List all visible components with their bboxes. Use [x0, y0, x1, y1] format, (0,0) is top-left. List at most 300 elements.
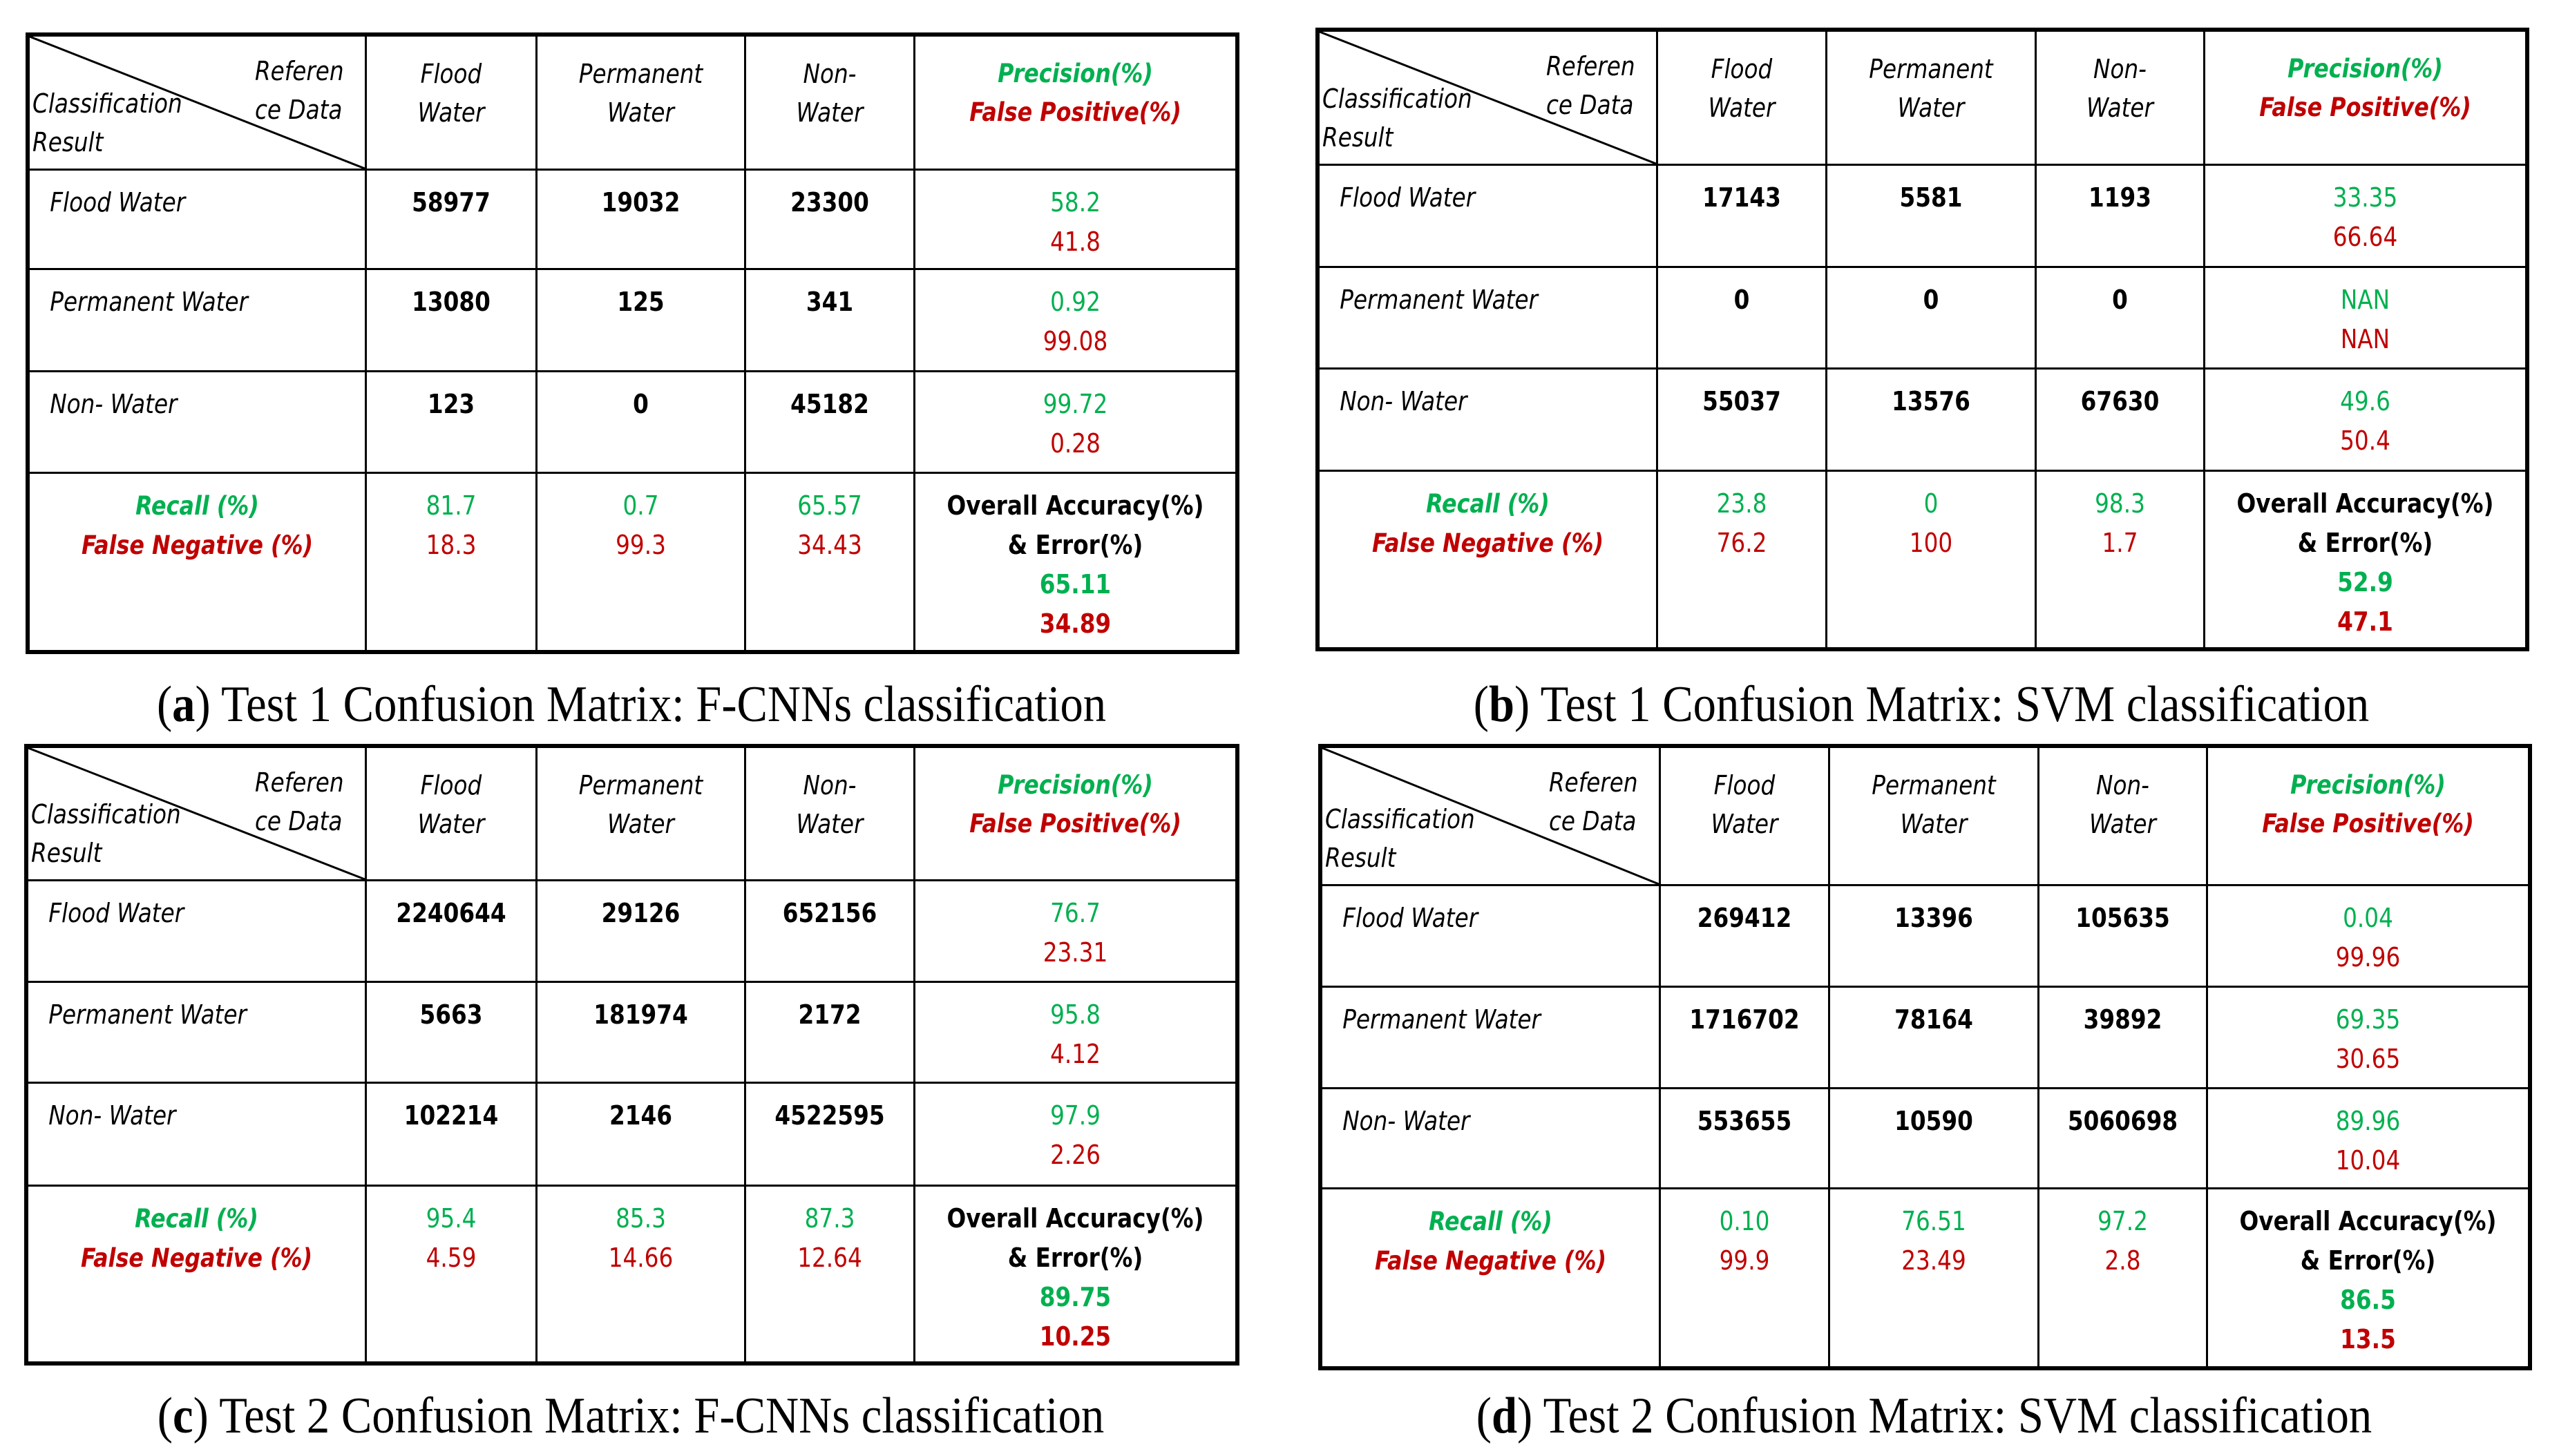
col-header-non-water-text	[758, 37, 902, 132]
false-negative-label: False Negative (%)	[1371, 528, 1604, 558]
count-value: 2146	[609, 1100, 672, 1131]
corner-header-cell	[29, 36, 366, 170]
panel-caption: (d) Test 2 Confusion Matrix: SVM classification	[1476, 1388, 2372, 1444]
table-row	[28, 881, 1237, 982]
caption-letter: d	[1491, 1388, 1518, 1444]
recall-cell	[1829, 1189, 2039, 1368]
precision-cell	[2207, 885, 2529, 987]
false-positive-label: False Positive(%)	[969, 97, 1181, 127]
overall-accuracy-text	[938, 474, 1212, 644]
classification-label-line1: Classification	[32, 88, 182, 119]
table-row	[1322, 885, 2529, 987]
count-cell	[745, 269, 915, 372]
recall-values	[552, 474, 730, 565]
col-header-precision	[2207, 747, 2529, 885]
false-positive-value: 2.26	[1050, 1140, 1101, 1170]
row-flood-water-header	[29, 170, 366, 269]
col-header-permanent-water	[1829, 747, 2039, 885]
caption-letter: b	[1488, 676, 1515, 733]
false-positive-label: False Positive(%)	[2259, 93, 2471, 122]
col-header-permanent-water-line2: Water	[1897, 93, 1965, 123]
panel-caption: (c) Test 2 Confusion Matrix: F-CNNs classification	[157, 1388, 1105, 1444]
reference-label-line2: ce Data	[1549, 806, 1637, 836]
count-cell	[1657, 267, 1827, 369]
count-value: 5663	[419, 999, 483, 1030]
count-cell	[2039, 885, 2207, 987]
precision-value: 0.92	[1050, 287, 1101, 317]
col-header-flood-water-text	[1673, 748, 1816, 843]
overall-accuracy-value: 89.75	[1039, 1282, 1112, 1312]
precision-cell	[915, 269, 1237, 372]
count-value: 0	[2112, 285, 2128, 315]
overall-accuracy-value: 65.11	[1039, 569, 1112, 600]
row-label: Flood Water	[50, 187, 186, 218]
count-value: 5581	[1899, 182, 1963, 213]
count-value: 23300	[790, 187, 869, 218]
confusion-matrix-table	[1320, 746, 2530, 1368]
row-non-water-header	[1319, 369, 1657, 471]
count-cell	[745, 982, 915, 1083]
recall-label: Recall (%)	[135, 491, 259, 521]
overall-accuracy-label: Overall Accuracy(%)	[2239, 1206, 2497, 1236]
count-value: 17143	[1702, 182, 1781, 213]
recall-value: 23.8	[1716, 488, 1767, 519]
col-header-flood-water-line2: Water	[1708, 93, 1776, 123]
row-flood-water-header	[28, 881, 366, 982]
count-value: 67630	[2080, 386, 2160, 416]
precision-header-text	[938, 37, 1212, 132]
precision-header-text	[2227, 32, 2502, 127]
count-value: 13080	[412, 287, 491, 317]
count-cell	[1660, 885, 1829, 987]
count-value: 5060698	[2067, 1106, 2178, 1136]
overall-accuracy-value: 86.5	[2340, 1285, 2396, 1315]
recall-value: 97.2	[2097, 1206, 2148, 1236]
col-header-flood-water-line1: Flood	[1713, 770, 1776, 801]
overall-accuracy-cell	[915, 473, 1237, 651]
recall-header-text	[1343, 472, 1633, 563]
precision-value: 97.9	[1050, 1100, 1101, 1131]
count-cell	[537, 881, 745, 982]
caption-text: Test 1 Confusion Matrix: F-CNNs classification	[221, 676, 1107, 733]
false-positive-value: 30.65	[2335, 1044, 2401, 1074]
error-label: & Error(%)	[1007, 530, 1143, 560]
caption-letter: c	[172, 1388, 193, 1444]
false-negative-value: 14.66	[608, 1243, 674, 1273]
row-permanent-water-header	[1319, 267, 1657, 369]
recall-label: Recall (%)	[1429, 1207, 1552, 1236]
count-value: 652156	[782, 898, 877, 928]
false-positive-value: 10.04	[2335, 1145, 2401, 1176]
false-negative-value: 100	[1909, 528, 1953, 558]
col-header-flood-water-text	[1670, 32, 1814, 127]
classification-label-line2: Result	[1325, 843, 1396, 873]
col-header-flood-water-line2: Water	[417, 97, 485, 128]
false-positive-label: False Positive(%)	[2262, 809, 2474, 839]
precision-value: 33.35	[2332, 182, 2398, 213]
table-row	[29, 170, 1237, 269]
recall-values	[758, 1187, 902, 1278]
overall-accuracy-label: Overall Accuracy(%)	[946, 490, 1204, 521]
count-cell	[745, 170, 915, 269]
table-row	[29, 372, 1237, 473]
overall-accuracy-cell	[2205, 471, 2527, 649]
recall-value: 65.57	[797, 490, 862, 521]
false-positive-value: 4.12	[1050, 1039, 1101, 1069]
recall-cell	[745, 473, 915, 651]
caption-text: Test 1 Confusion Matrix: SVM classification	[1540, 676, 2370, 733]
false-negative-value: 34.43	[797, 530, 862, 560]
col-header-non-water	[745, 747, 915, 881]
table-row	[1322, 1089, 2529, 1189]
row-label: Permanent Water	[50, 287, 248, 317]
count-value: 553655	[1697, 1106, 1792, 1136]
col-header-permanent-water	[537, 36, 745, 170]
col-header-permanent-water	[537, 747, 745, 881]
row-label: Flood Water	[48, 898, 184, 928]
recall-value: 98.3	[2095, 488, 2145, 519]
panel-caption: (b) Test 1 Confusion Matrix: SVM classification	[1473, 676, 2370, 733]
recall-value: 0.7	[622, 490, 659, 521]
precision-values	[2230, 886, 2505, 977]
overall-accuracy-text	[2227, 472, 2502, 642]
recall-cell	[1660, 1189, 1829, 1368]
recall-cell	[366, 473, 537, 651]
header-row	[29, 36, 1237, 170]
count-cell	[1829, 987, 2039, 1089]
row-label: Non- Water	[1340, 386, 1467, 416]
precision-value: 49.6	[2340, 386, 2390, 416]
reference-label-line1: Referen	[255, 56, 344, 86]
recall-values	[1842, 472, 2020, 563]
precision-values	[2230, 988, 2505, 1079]
recall-cell	[745, 1186, 915, 1363]
precision-values	[938, 1084, 1212, 1175]
col-header-non-water	[2036, 31, 2205, 165]
overall-accuracy-cell	[915, 1186, 1237, 1363]
false-positive-value: 66.64	[2332, 222, 2398, 252]
recall-row	[1322, 1189, 2529, 1368]
count-cell	[366, 1083, 537, 1186]
count-cell	[537, 372, 745, 473]
precision-cell	[915, 1083, 1237, 1186]
col-header-flood-water-line2: Water	[417, 809, 485, 839]
precision-values	[2227, 166, 2502, 257]
count-value: 10590	[1894, 1106, 1973, 1136]
recall-cell	[1657, 471, 1827, 649]
overall-accuracy-label: Overall Accuracy(%)	[946, 1203, 1204, 1234]
col-header-flood-water	[366, 36, 537, 170]
reference-data-label	[1546, 47, 1635, 124]
col-header-non-water-line1: Non-	[2096, 770, 2149, 801]
col-header-permanent-water-text	[552, 37, 730, 132]
precision-value: 95.8	[1050, 999, 1101, 1030]
false-positive-label: False Positive(%)	[969, 809, 1181, 839]
count-value: 39892	[2083, 1004, 2162, 1035]
col-header-flood-water-text	[379, 748, 524, 843]
recall-cell	[2039, 1189, 2207, 1368]
count-cell	[1829, 885, 2039, 987]
count-cell	[2039, 987, 2207, 1089]
precision-header-text	[2230, 748, 2505, 843]
precision-values	[2227, 268, 2502, 359]
count-value: 29126	[601, 898, 681, 928]
count-value: 58977	[412, 187, 491, 218]
col-header-non-water-text	[2051, 748, 2194, 843]
count-cell	[537, 170, 745, 269]
false-negative-label: False Negative (%)	[1374, 1246, 1607, 1276]
count-value: 78164	[1894, 1004, 1973, 1035]
error-label: & Error(%)	[2297, 528, 2433, 558]
count-cell	[1827, 165, 2036, 267]
classification-label-line1: Classification	[1322, 84, 1472, 114]
count-cell	[1660, 1089, 1829, 1189]
precision-cell	[915, 170, 1237, 269]
caption-text: Test 2 Confusion Matrix: F-CNNs classification	[219, 1388, 1105, 1444]
error-label: & Error(%)	[1007, 1243, 1143, 1273]
false-negative-value: 99.9	[1719, 1245, 1770, 1276]
row-non-water-header	[1322, 1089, 1660, 1189]
col-header-permanent-water-line1: Permanent	[1872, 770, 1996, 801]
count-cell	[1827, 369, 2036, 471]
overall-accuracy-text	[2230, 1189, 2505, 1359]
count-cell	[2039, 1089, 2207, 1189]
row-label: Permanent Water	[1340, 285, 1538, 315]
count-value: 45182	[790, 389, 869, 419]
col-header-non-water-text	[2048, 32, 2191, 127]
table-row	[28, 1083, 1237, 1186]
row-non-water-header	[28, 1083, 366, 1186]
precision-cell	[2207, 1089, 2529, 1189]
recall-header-text	[53, 474, 341, 565]
precision-cell	[2205, 165, 2527, 267]
col-header-non-water-line2: Water	[2086, 93, 2153, 123]
precision-value: NAN	[2340, 285, 2390, 315]
col-header-precision	[915, 36, 1237, 170]
col-header-permanent-water-text	[552, 748, 730, 843]
false-positive-value: 99.96	[2335, 942, 2401, 973]
row-permanent-water-header	[1322, 987, 1660, 1089]
precision-label: Precision(%)	[2290, 770, 2446, 800]
recall-cell	[537, 473, 745, 651]
overall-error-value: 10.25	[1039, 1321, 1112, 1352]
precision-cell	[915, 372, 1237, 473]
col-header-flood-water-line1: Flood	[1711, 54, 1773, 84]
count-cell	[537, 269, 745, 372]
col-header-non-water-text	[758, 748, 902, 843]
recall-cell	[366, 1186, 537, 1363]
overall-error-value: 47.1	[2337, 606, 2393, 637]
col-header-flood-water-text	[379, 37, 524, 132]
count-cell	[537, 1083, 745, 1186]
precision-label: Precision(%)	[2287, 54, 2443, 84]
corner-header-cell	[1319, 31, 1657, 165]
col-header-permanent-water-line2: Water	[607, 809, 674, 839]
recall-cell	[1827, 471, 2036, 649]
precision-values	[938, 171, 1212, 262]
false-negative-label: False Negative (%)	[81, 530, 314, 560]
col-header-precision	[2205, 31, 2527, 165]
table-row	[1319, 267, 2527, 369]
false-positive-value: 23.31	[1043, 937, 1108, 968]
count-cell	[366, 372, 537, 473]
col-header-non-water-line2: Water	[2089, 809, 2156, 839]
count-cell	[1657, 369, 1827, 471]
header-row	[1319, 31, 2527, 165]
false-negative-value: 76.2	[1716, 528, 1767, 558]
precision-value: 99.72	[1043, 389, 1108, 419]
overall-accuracy-value: 52.9	[2337, 567, 2393, 597]
count-value: 269412	[1697, 903, 1792, 933]
overall-accuracy-text	[938, 1187, 1212, 1357]
recall-values	[379, 1187, 524, 1278]
row-label: Flood Water	[1340, 182, 1476, 213]
count-value: 341	[806, 287, 854, 317]
count-cell	[1660, 987, 1829, 1089]
row-permanent-water-header	[28, 982, 366, 1083]
count-cell	[366, 982, 537, 1083]
recall-value: 85.3	[616, 1203, 666, 1234]
precision-values	[2227, 370, 2502, 461]
header-row	[1322, 747, 2529, 885]
classification-label-line1: Classification	[1325, 804, 1475, 834]
precision-value: 0.04	[2343, 903, 2393, 933]
count-cell	[2036, 369, 2205, 471]
reference-label-line1: Referen	[1549, 767, 1638, 798]
precision-label: Precision(%)	[998, 770, 1153, 800]
recall-cell	[537, 1186, 745, 1363]
count-cell	[745, 1083, 915, 1186]
table-row	[29, 269, 1237, 372]
recall-label: Recall (%)	[1426, 489, 1550, 519]
error-label: & Error(%)	[2300, 1245, 2436, 1276]
precision-cell	[915, 881, 1237, 982]
recall-value: 87.3	[804, 1203, 855, 1234]
row-flood-water-header	[1319, 165, 1657, 267]
false-negative-value: 1.7	[2102, 528, 2138, 558]
count-value: 0	[633, 389, 649, 419]
recall-value: 81.7	[426, 490, 477, 521]
col-header-permanent-water-text	[1845, 748, 2023, 843]
col-header-permanent-water-line1: Permanent	[578, 59, 703, 89]
precision-values	[938, 372, 1212, 463]
table-row	[1322, 987, 2529, 1089]
col-header-non-water-line2: Water	[796, 97, 864, 128]
precision-value: 69.35	[2335, 1004, 2401, 1035]
col-header-flood-water-line1: Flood	[420, 59, 482, 89]
precision-value: 76.7	[1050, 898, 1101, 928]
header-row	[28, 747, 1237, 881]
confusion-matrix-table	[1317, 30, 2527, 649]
false-positive-value: 50.4	[2340, 425, 2390, 456]
caption-text: Test 2 Confusion Matrix: SVM classification	[1543, 1388, 2372, 1444]
recall-value: 95.4	[426, 1203, 477, 1234]
col-header-non-water-line1: Non-	[803, 59, 857, 89]
precision-values	[938, 270, 1212, 361]
precision-values	[938, 881, 1212, 973]
recall-values	[758, 474, 902, 565]
recall-row	[29, 473, 1237, 651]
col-header-flood-water	[366, 747, 537, 881]
false-negative-label: False Negative (%)	[80, 1243, 313, 1273]
col-header-permanent-water-line1: Permanent	[1869, 54, 1993, 84]
recall-header-text	[52, 1187, 341, 1278]
row-flood-water-header	[1322, 885, 1660, 987]
classification-label-line2: Result	[31, 838, 102, 868]
count-value: 2172	[798, 999, 862, 1030]
recall-value: 0.10	[1719, 1206, 1770, 1236]
count-cell	[745, 372, 915, 473]
count-value: 13576	[1892, 386, 1970, 416]
count-cell	[1657, 165, 1827, 267]
recall-header	[29, 473, 366, 651]
precision-cell	[915, 982, 1237, 1083]
count-value: 4522595	[774, 1100, 885, 1131]
row-label: Permanent Water	[1342, 1004, 1541, 1035]
col-header-permanent-water-line2: Water	[607, 97, 674, 128]
count-value: 123	[427, 389, 475, 419]
row-label: Non- Water	[1342, 1106, 1470, 1136]
precision-header-text	[938, 748, 1212, 843]
col-header-non-water-line1: Non-	[2093, 54, 2147, 84]
reference-label-line1: Referen	[1546, 51, 1635, 82]
count-cell	[366, 170, 537, 269]
recall-values	[379, 474, 524, 565]
false-negative-value: 18.3	[426, 530, 477, 560]
count-value: 102214	[403, 1100, 499, 1131]
recall-row	[1319, 471, 2527, 649]
overall-accuracy-label: Overall Accuracy(%)	[2236, 488, 2494, 519]
col-header-flood-water	[1660, 747, 1829, 885]
recall-values	[2051, 1189, 2194, 1281]
count-cell	[2036, 165, 2205, 267]
count-cell	[2036, 267, 2205, 369]
reference-data-label	[255, 763, 344, 841]
recall-values	[1845, 1189, 2023, 1281]
count-value: 13396	[1894, 903, 1973, 933]
recall-header	[1322, 1189, 1660, 1368]
classification-result-label	[1322, 79, 1472, 157]
false-positive-value: 0.28	[1050, 428, 1101, 459]
table-row	[1319, 165, 2527, 267]
corner-header-cell	[1322, 747, 1660, 885]
false-positive-value: 41.8	[1050, 227, 1101, 257]
caption-letter: a	[172, 676, 196, 733]
recall-label: Recall (%)	[135, 1204, 258, 1234]
count-cell	[745, 881, 915, 982]
false-negative-value: 4.59	[426, 1243, 477, 1273]
count-cell	[1829, 1089, 2039, 1189]
count-cell	[366, 269, 537, 372]
false-negative-value: 23.49	[1901, 1245, 1966, 1276]
col-header-non-water	[745, 36, 915, 170]
recall-header-text	[1346, 1189, 1635, 1281]
recall-value: 0	[1923, 488, 1939, 519]
false-negative-value: 12.64	[797, 1243, 862, 1273]
count-cell	[366, 881, 537, 982]
reference-label-line2: ce Data	[255, 806, 343, 836]
false-positive-value: NAN	[2340, 324, 2390, 354]
false-positive-value: 99.08	[1043, 326, 1108, 356]
table-row	[28, 982, 1237, 1083]
col-header-permanent-water-line1: Permanent	[578, 770, 703, 801]
precision-values	[2230, 1089, 2505, 1180]
reference-data-label	[1549, 763, 1638, 841]
classification-label-line1: Classification	[31, 799, 181, 830]
recall-values	[1673, 1189, 1816, 1281]
col-header-non-water-line1: Non-	[803, 770, 857, 801]
count-value: 181974	[593, 999, 688, 1030]
